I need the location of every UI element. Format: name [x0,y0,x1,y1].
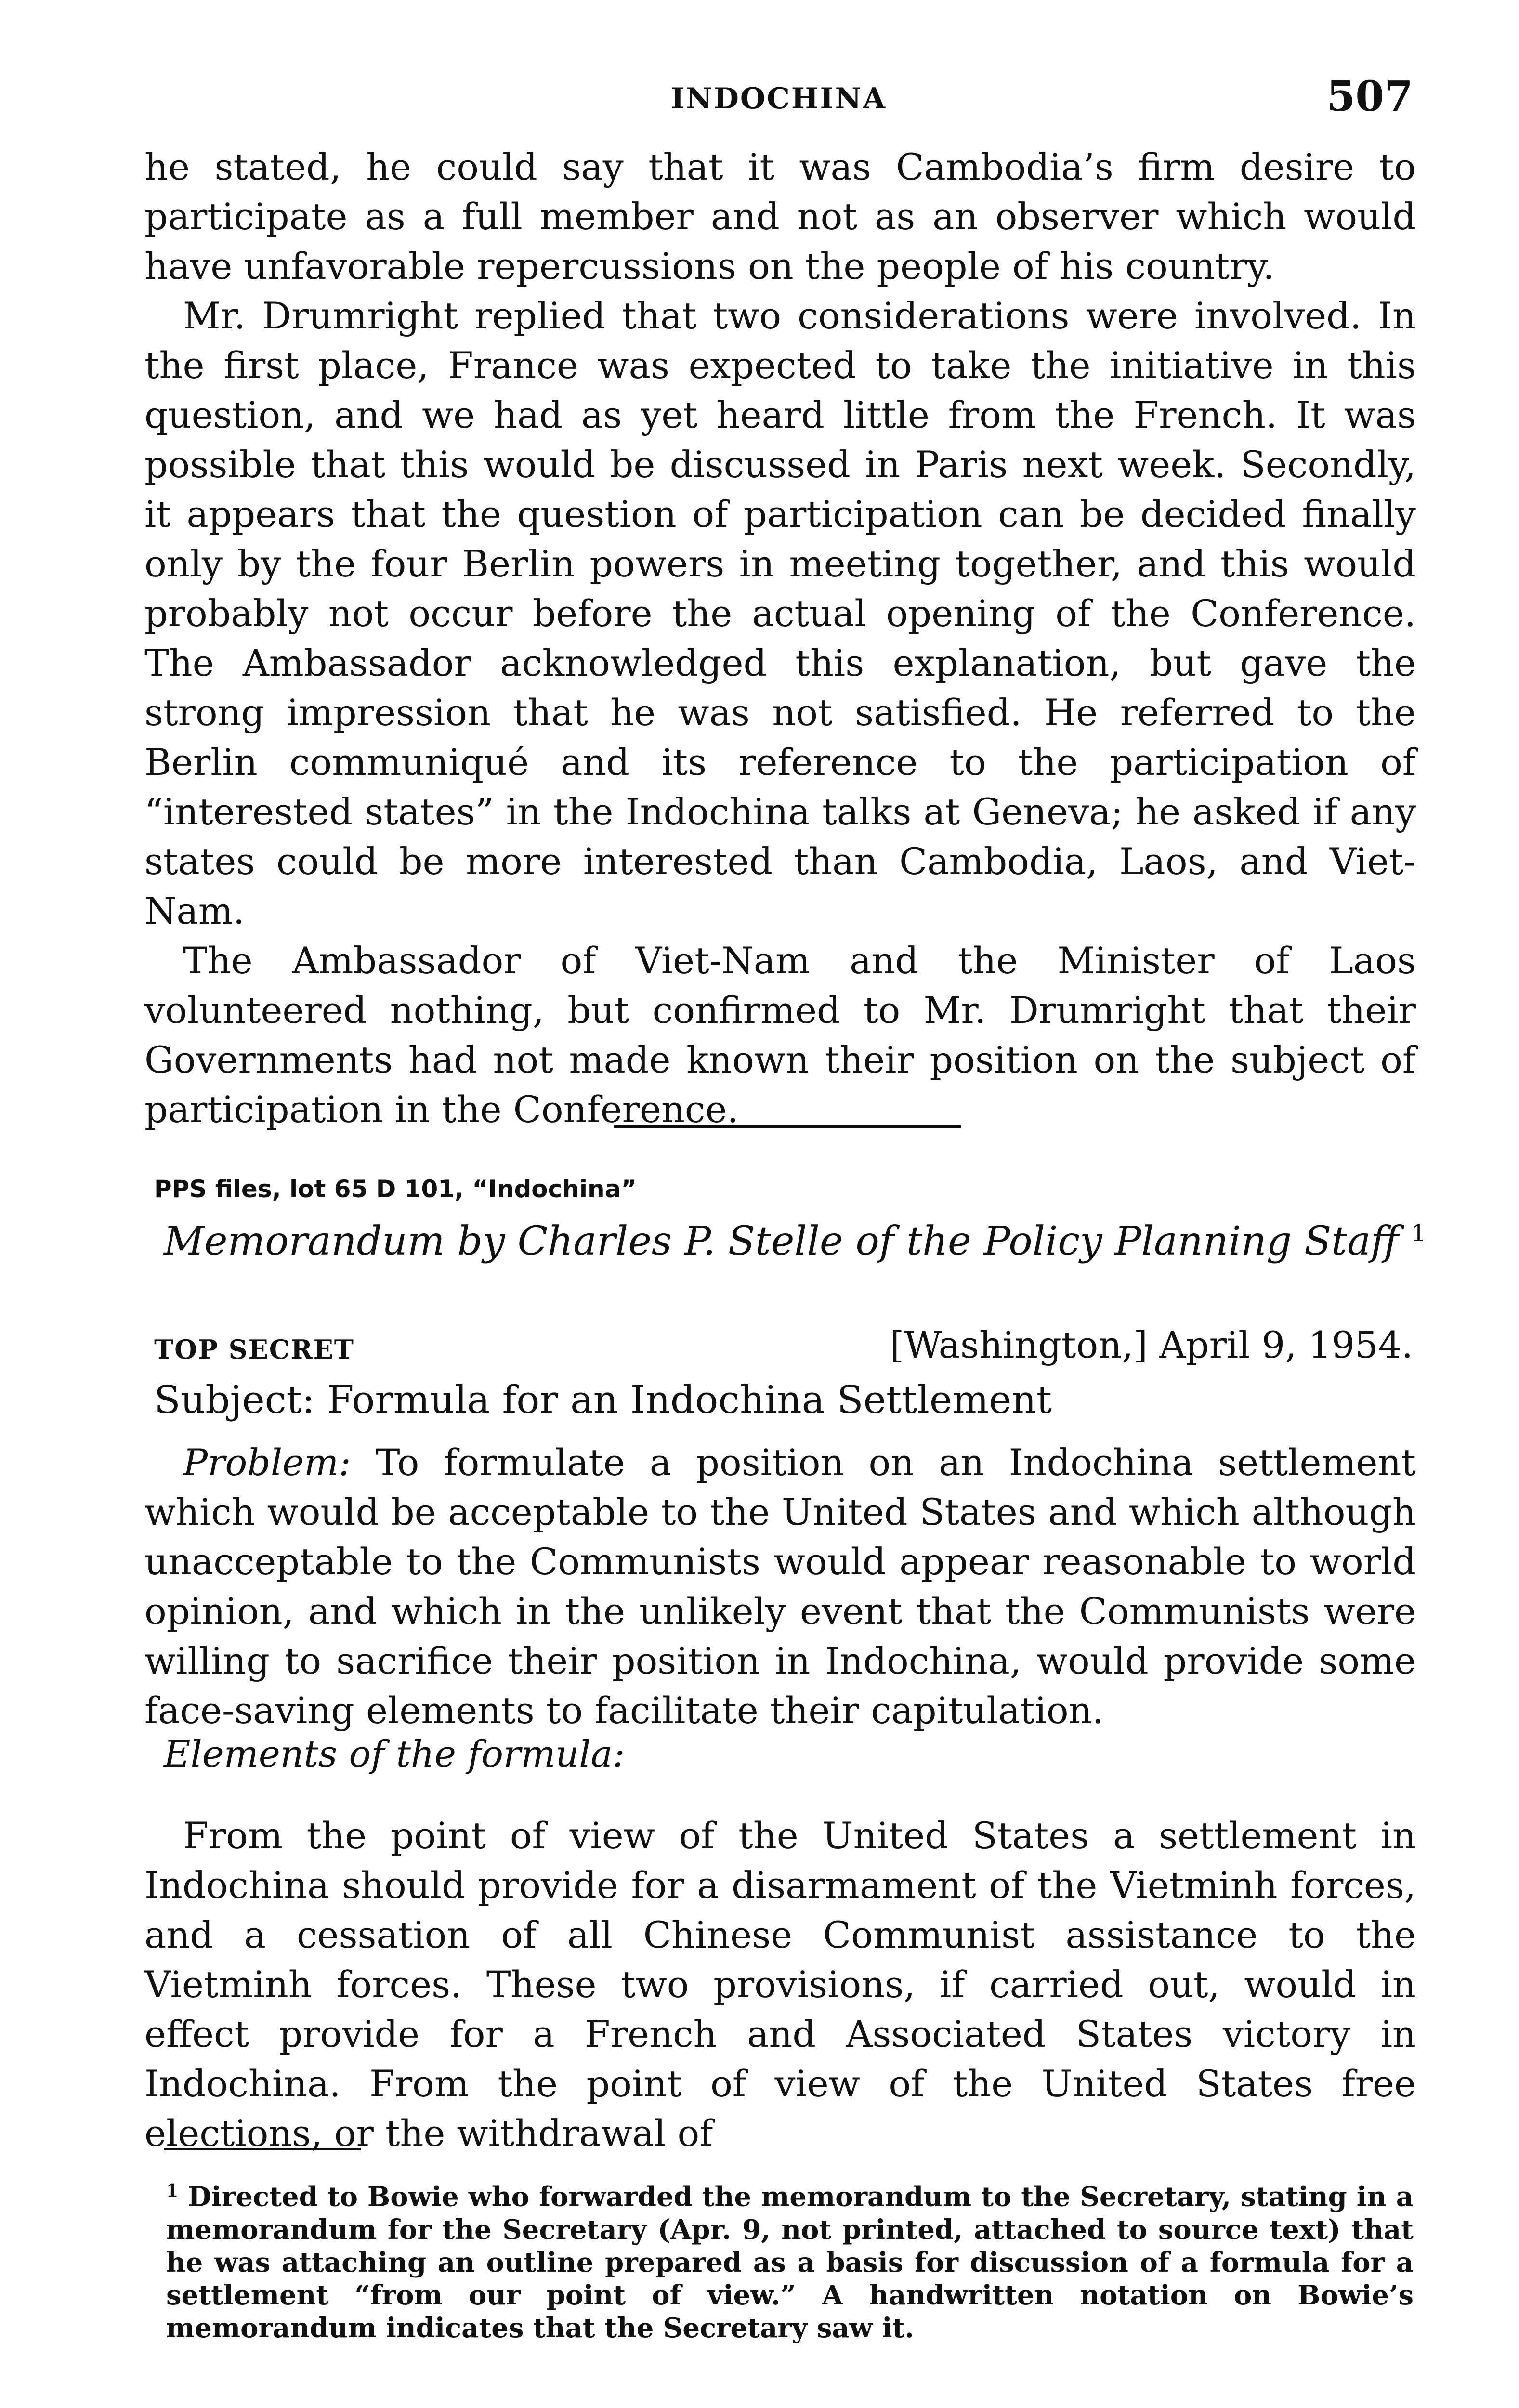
page-number: 507 [1326,72,1413,121]
footnote-reference: 1 [1411,1219,1426,1247]
problem-text: To formulate a position on an Indochina settlement which would be acceptable to the United States and which although unacceptable to the Communists would appear reasonable to world opinion, and which in the unlikely event that the Communists were willing to sacrifice their position in Indochina, would provide some face-saving elements to facilitate their capitulation. [144,1441,1416,1732]
running-title: INDOCHINA [670,82,887,116]
paragraph-continued: he stated, he could say that it was Cambodia’s firm desire to participate as a full member and not as an observer which would have unfavorable repercussions on the people of his country. [144,145,1416,288]
paragraph-drumright-reply: Mr. Drumright replied that two considerations were involved. In the first place, France was expected to take the initiative in this question, and we had as yet heard little from the French. It was possible that this would be discussed in Paris next week. Secondly, it appears that the question of participation can be decided finally only by the four Berlin powers in meeting together, and this would probably not occur before the actual opening of the Conference. The Ambassador acknowledged this explanation, but gave the strong impression that he was not satisfied. He referred to the Berlin communiqué and its reference to the participation of “interested states” in the Indochina talks at Geneva; he asked if any states could be more interested than Cambodia, Laos, and Viet-Nam. [144,294,1416,932]
problem-section [144,1438,1416,1735]
problem-label: Problem: [183,1441,351,1484]
elements-heading-block [144,1729,1416,1779]
problem-paragraph [144,1438,1416,1735]
footnote-marker: 1 [166,2181,179,2201]
continued-text [144,142,1416,1134]
memo-title-text: Memorandum by Charles P. Stelle of the Policy Planning Staff [164,1218,1399,1264]
classification-marking: TOP SECRET [154,1334,354,1365]
footnote-text: Directed to Bowie who forwarded the memorandum to the Secretary, stating in a memorandum for the Secretary (Apr. 9, not printed, attached to source text) that he was attaching an outline prepared as a basis for discussion of a formula for a settlement “from our point of view.” A handwritten notation on Bowie’s memorandum indicates that the Secretary saw it. [166,2181,1414,2344]
footnote [166,2174,1414,2344]
elements-heading: Elements of the formula: [164,1732,625,1775]
section-divider [614,1125,961,1128]
memo-title [164,1218,1426,1264]
subject-label: Subject: [154,1377,315,1422]
running-head [144,72,1413,130]
dateline: [Washington,] April 9, 1954. [890,1323,1413,1366]
source-citation: PPS files, lot 65 D 101, “Indochina” [154,1175,637,1203]
footnote-divider [164,2148,361,2150]
subject-text: Formula for an Indochina Settlement [327,1377,1052,1422]
paragraph-viet-nam-laos: The Ambassador of Viet-Nam and the Minister of Laos volunteered nothing, but confirmed to Mr. Drumright that their Governments had not made known their position on the subject of participation in the Conference. [144,939,1416,1131]
elements-paragraph: From the point of view of the United States a settlement in Indochina should provide for a disarmament of the Vietminh forces, and a cessation of all Chinese Communist assistance to the Vietminh forces. These two provisions, if carried out, would in effect provide for a French and Associated States victory in Indochina. From the point of view of the United States free elections, or the withdrawal of [144,1814,1416,2155]
subject-line [154,1377,1052,1422]
elements-section [144,1811,1416,2158]
